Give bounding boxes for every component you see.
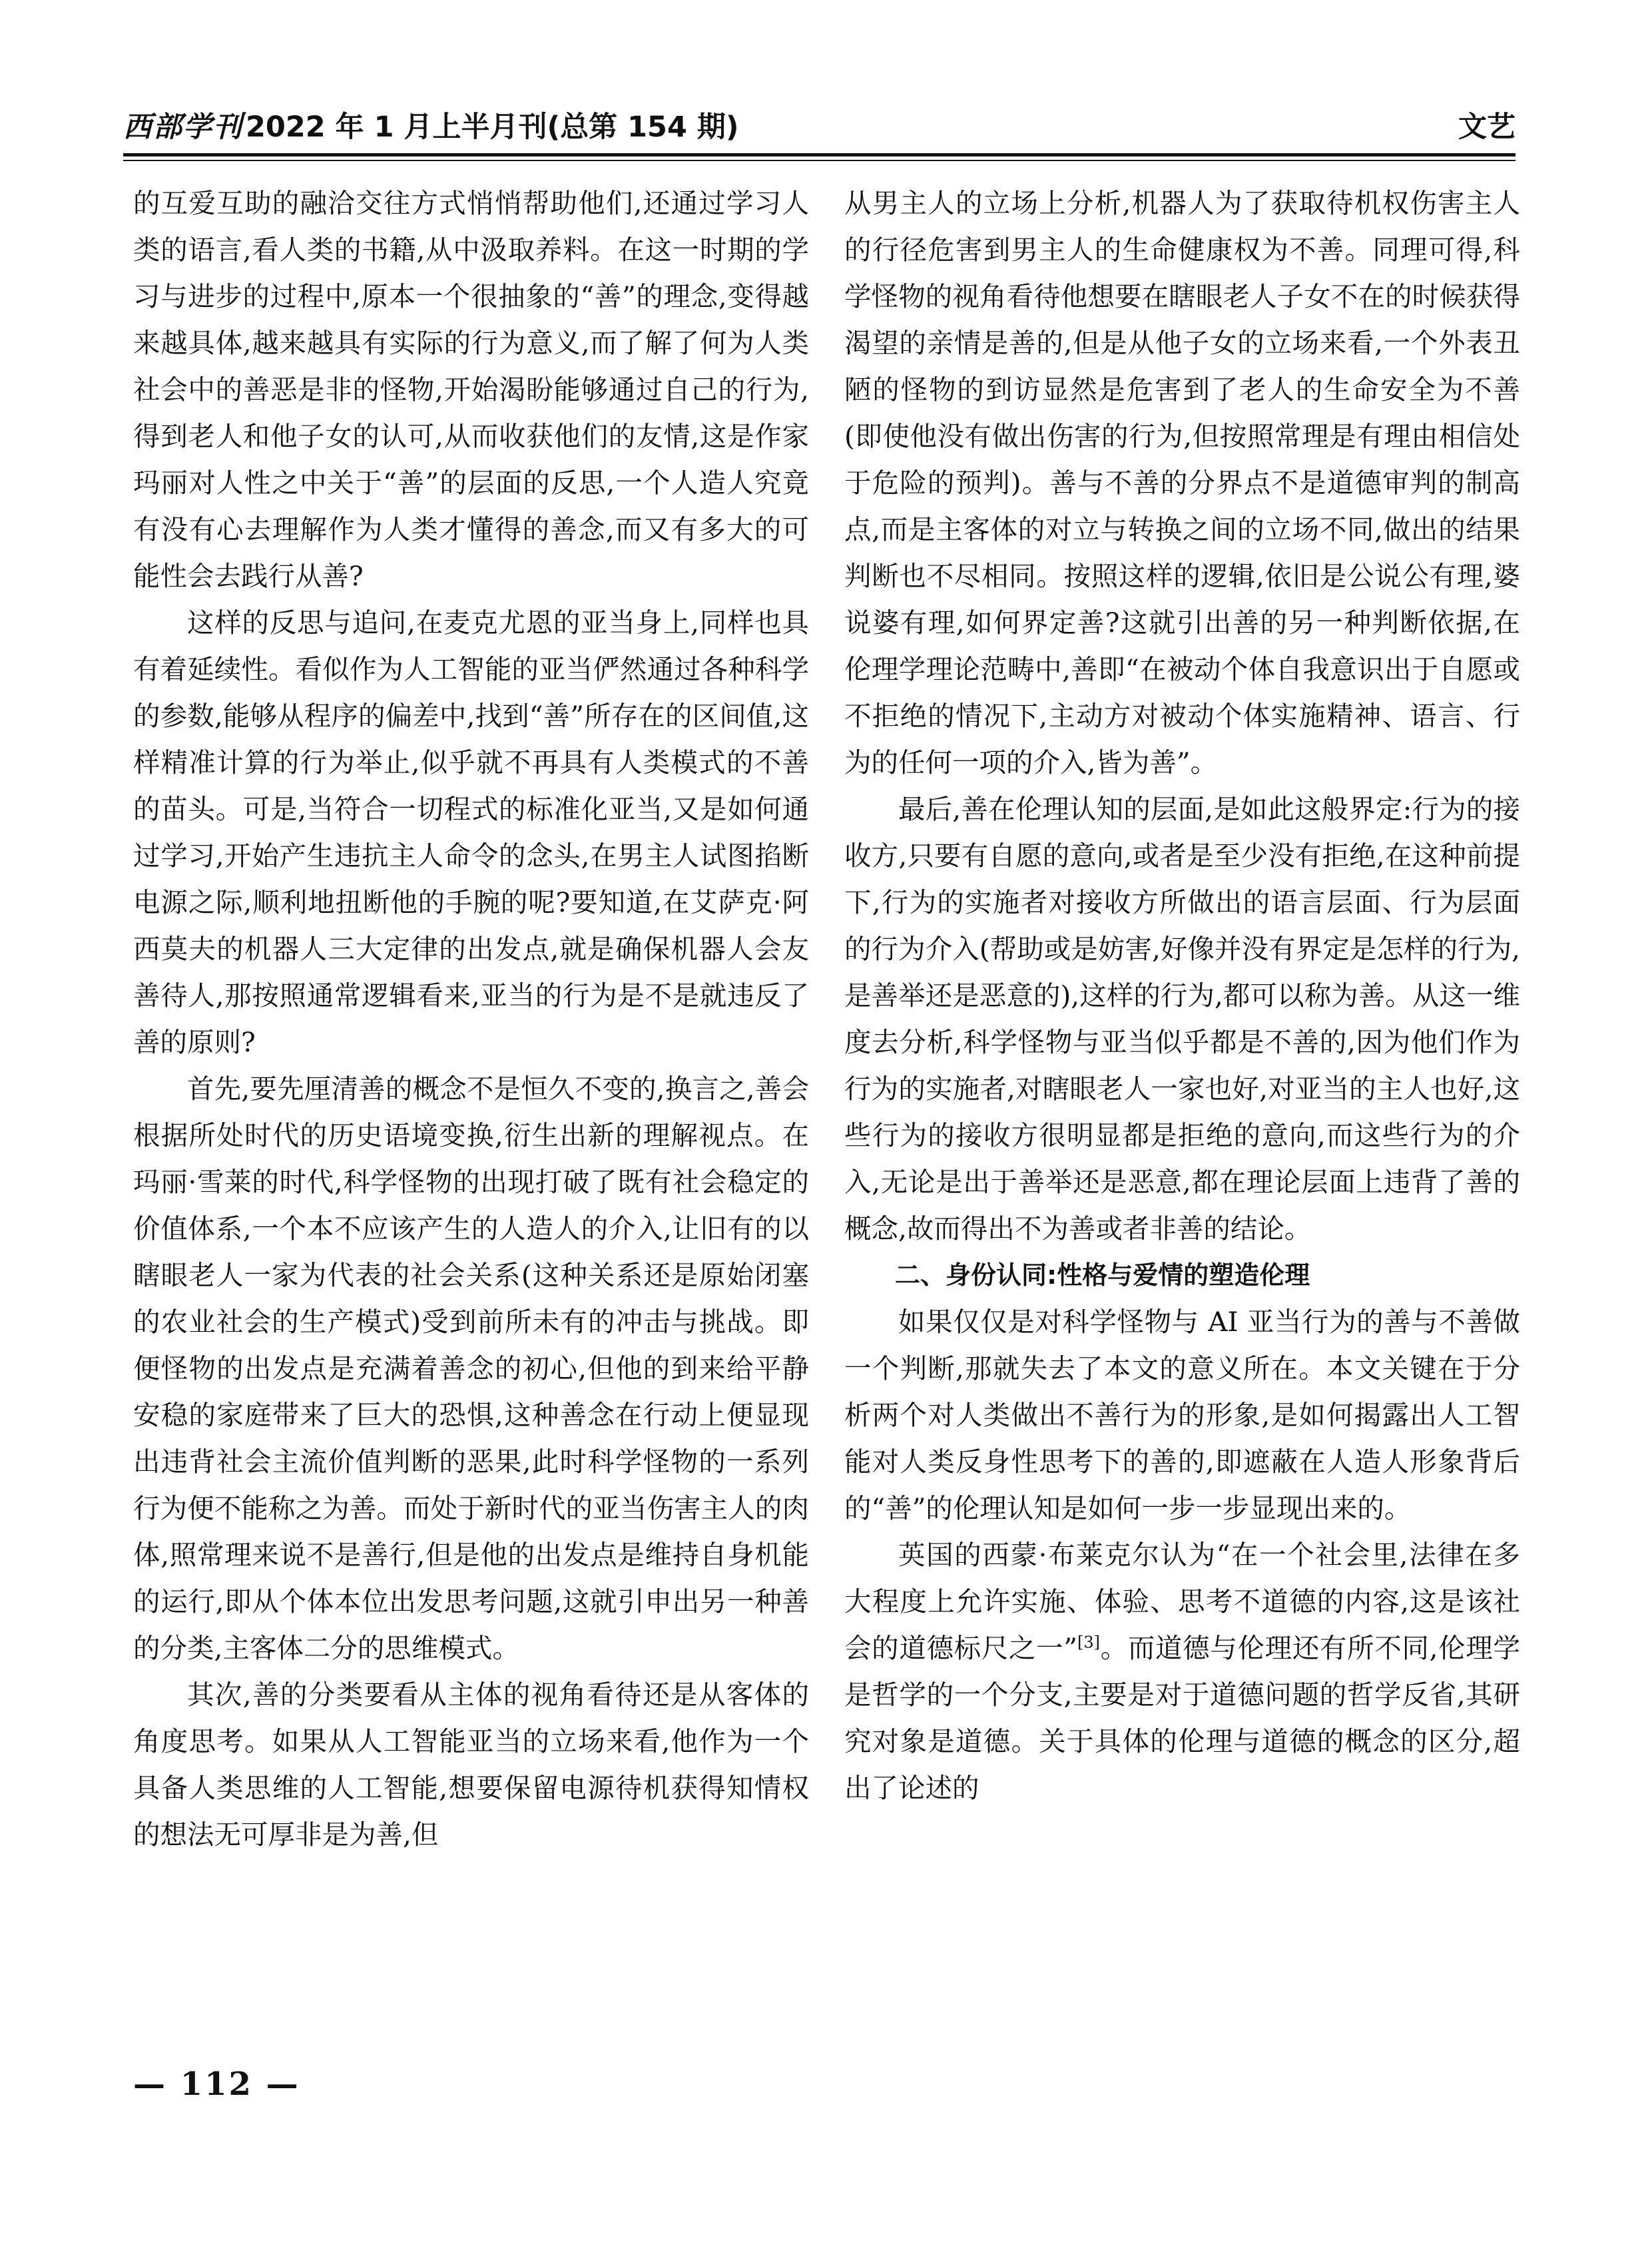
- journal-issue-title: [123, 105, 739, 145]
- journal-header: [123, 107, 1515, 156]
- section-heading: 二、身份认同:性格与爱情的塑造伦理: [895, 1261, 1310, 1290]
- quotation-text: 英国的西蒙·布莱克尔认为“在一个社会里,法律在多大程度上允许实施、体验、思考不道德的内容,这是该社会的道德标尺之一”: [844, 1539, 1520, 1664]
- page-number: — 112 —: [133, 2066, 300, 2103]
- left-paragraph-3: 首先,要先厘清善的概念不是恒久不变的,换言之,善会根据所处时代的历史语境变换,衍生出新的理解视点。在玛丽·雪莱的时代,科学怪物的出现打破了既有社会稳定的价值体系,一个本不应该产生的人造人的介入,让旧有的以瞎眼老人一家为代表的社会关系(这种关系还是原始闭塞的农业社会的生产模式)受到前所未有的冲击与挑战。即便怪物的出发点是充满着善念的初心,但他的到来给平静安稳的家庭带来了巨大的恐惧,这种善念在行动上便显现出违背社会主流价值判断的恶果,此时科学怪物的一系列行为便不能称之为善。而处于新时代的亚当伤害主人的肉体,照常理来说不是善行,但是他的出发点是维持自身机能的运行,即从个体本位出发思考问题,这就引申出另一种善的分类,主客体二分的思维模式。: [133, 1073, 809, 1664]
- section-label: 文艺: [1458, 111, 1515, 144]
- issue-label: 2022 年 1 月上半月刊(总第 154 期): [246, 111, 739, 144]
- right-paragraph-2: 最后,善在伦理认知的层面,是如此这般界定:行为的接收方,只要有自愿的意向,或者是至少没有拒绝,在这种前提下,行为的实施者对接收方所做出的语言层面、行为层面的行为介入(帮助或是妨害,好像并没有界定是怎样的行为,是善举还是恶意的),这样的行为,都可以称为善。从这一维度去分析,科学怪物与亚当似乎都是不善的,因为他们作为行为的实施者,对瞎眼老人一家也好,对亚当的主人也好,这些行为的接收方很明显都是拒绝的意向,而这些行为的介入,无论是出于善举还是恶意,都在理论层面上违背了善的概念,故而得出不为善或者非善的结论。: [844, 793, 1520, 1245]
- left-text-column: [133, 180, 809, 1858]
- citation-marker: [3]: [1077, 1633, 1101, 1652]
- right-paragraph-4: [844, 1532, 1520, 1811]
- left-paragraph-2: 这样的反思与追问,在麦克尤恩的亚当身上,同样也具有着延续性。看似作为人工智能的亚当俨然通过各种科学的参数,能够从程序的偏差中,找到“善”所存在的区间值,这样精准计算的行为举止,似乎就不再具有人类模式的不善的苗头。可是,当符合一切程式的标准化亚当,又是如何通过学习,开始产生违抗主人命令的念头,在男主人试图掐断电源之际,顺利地扭断他的手腕的呢?要知道,在艾萨克·阿西莫夫的机器人三大定律的出发点,就是确保机器人会友善待人,那按照通常逻辑看来,亚当的行为是不是就违反了善的原则?: [133, 607, 809, 1058]
- paragraph-continuation: 。而道德与伦理还有所不同,伦理学是哲学的一个分支,主要是对于道德问题的哲学反省,其研究对象是道德。关于具体的伦理与道德的概念的区分,超出了论述的: [844, 1632, 1520, 1804]
- left-paragraph-4: 其次,善的分类要看从主体的视角看待还是从客体的角度思考。如果从人工智能亚当的立场来看,他作为一个具备人类思维的人工智能,想要保留电源待机获得知情权的想法无可厚非是为善,但: [133, 1679, 809, 1850]
- journal-logo: 西部学刊: [123, 111, 243, 144]
- right-text-column: [844, 180, 1520, 1811]
- right-paragraph-1: 从男主人的立场上分析,机器人为了获取待机权伤害主人的行径危害到男主人的生命健康权为不善。同理可得,科学怪物的视角看待他想要在瞎眼老人子女不在的时候获得渴望的亲情是善的,但是从他子女的立场来看,一个外表丑陋的怪物的到访显然是危害到了老人的生命安全为不善(即使他没有做出伤害的行为,但按照常理是有理由相信处于危险的预判)。善与不善的分界点不是道德审判的制高点,而是主客体的对立与转换之间的立场不同,做出的结果判断也不尽相同。按照这样的逻辑,依旧是公说公有理,婆说婆有理,如何界定善?这就引出善的另一种判断依据,在伦理学理论范畴中,善即“在被动个体自我意识出于自愿或不拒绝的情况下,主动方对被动个体实施精神、语言、行为的任何一项的介入,皆为善”。: [844, 187, 1520, 778]
- right-paragraph-3: 如果仅仅是对科学怪物与 AI 亚当行为的善与不善做一个判断,那就失去了本文的意义所在。本文关键在于分析两个对人类做出不善行为的形象,是如何揭露出人工智能对人类反身性思考下的善的,即遮蔽在人造人形象背后的“善”的伦理认知是如何一步一步显现出来的。: [844, 1306, 1520, 1524]
- left-paragraph-1: 的互爱互助的融洽交往方式悄悄帮助他们,还通过学习人类的语言,看人类的书籍,从中汲取养料。在这一时期的学习与进步的过程中,原本一个很抽象的“善”的理念,变得越来越具体,越来越具有实际的行为意义,而了解了何为人类社会中的善恶是非的怪物,开始渴盼能够通过自己的行为,得到老人和他子女的认可,从而收获他们的友情,这是作家玛丽对人性之中关于“善”的层面的反思,一个人造人究竟有没有心去理解作为人类才懂得的善念,而又有多大的可能性会去践行从善?: [133, 187, 809, 592]
